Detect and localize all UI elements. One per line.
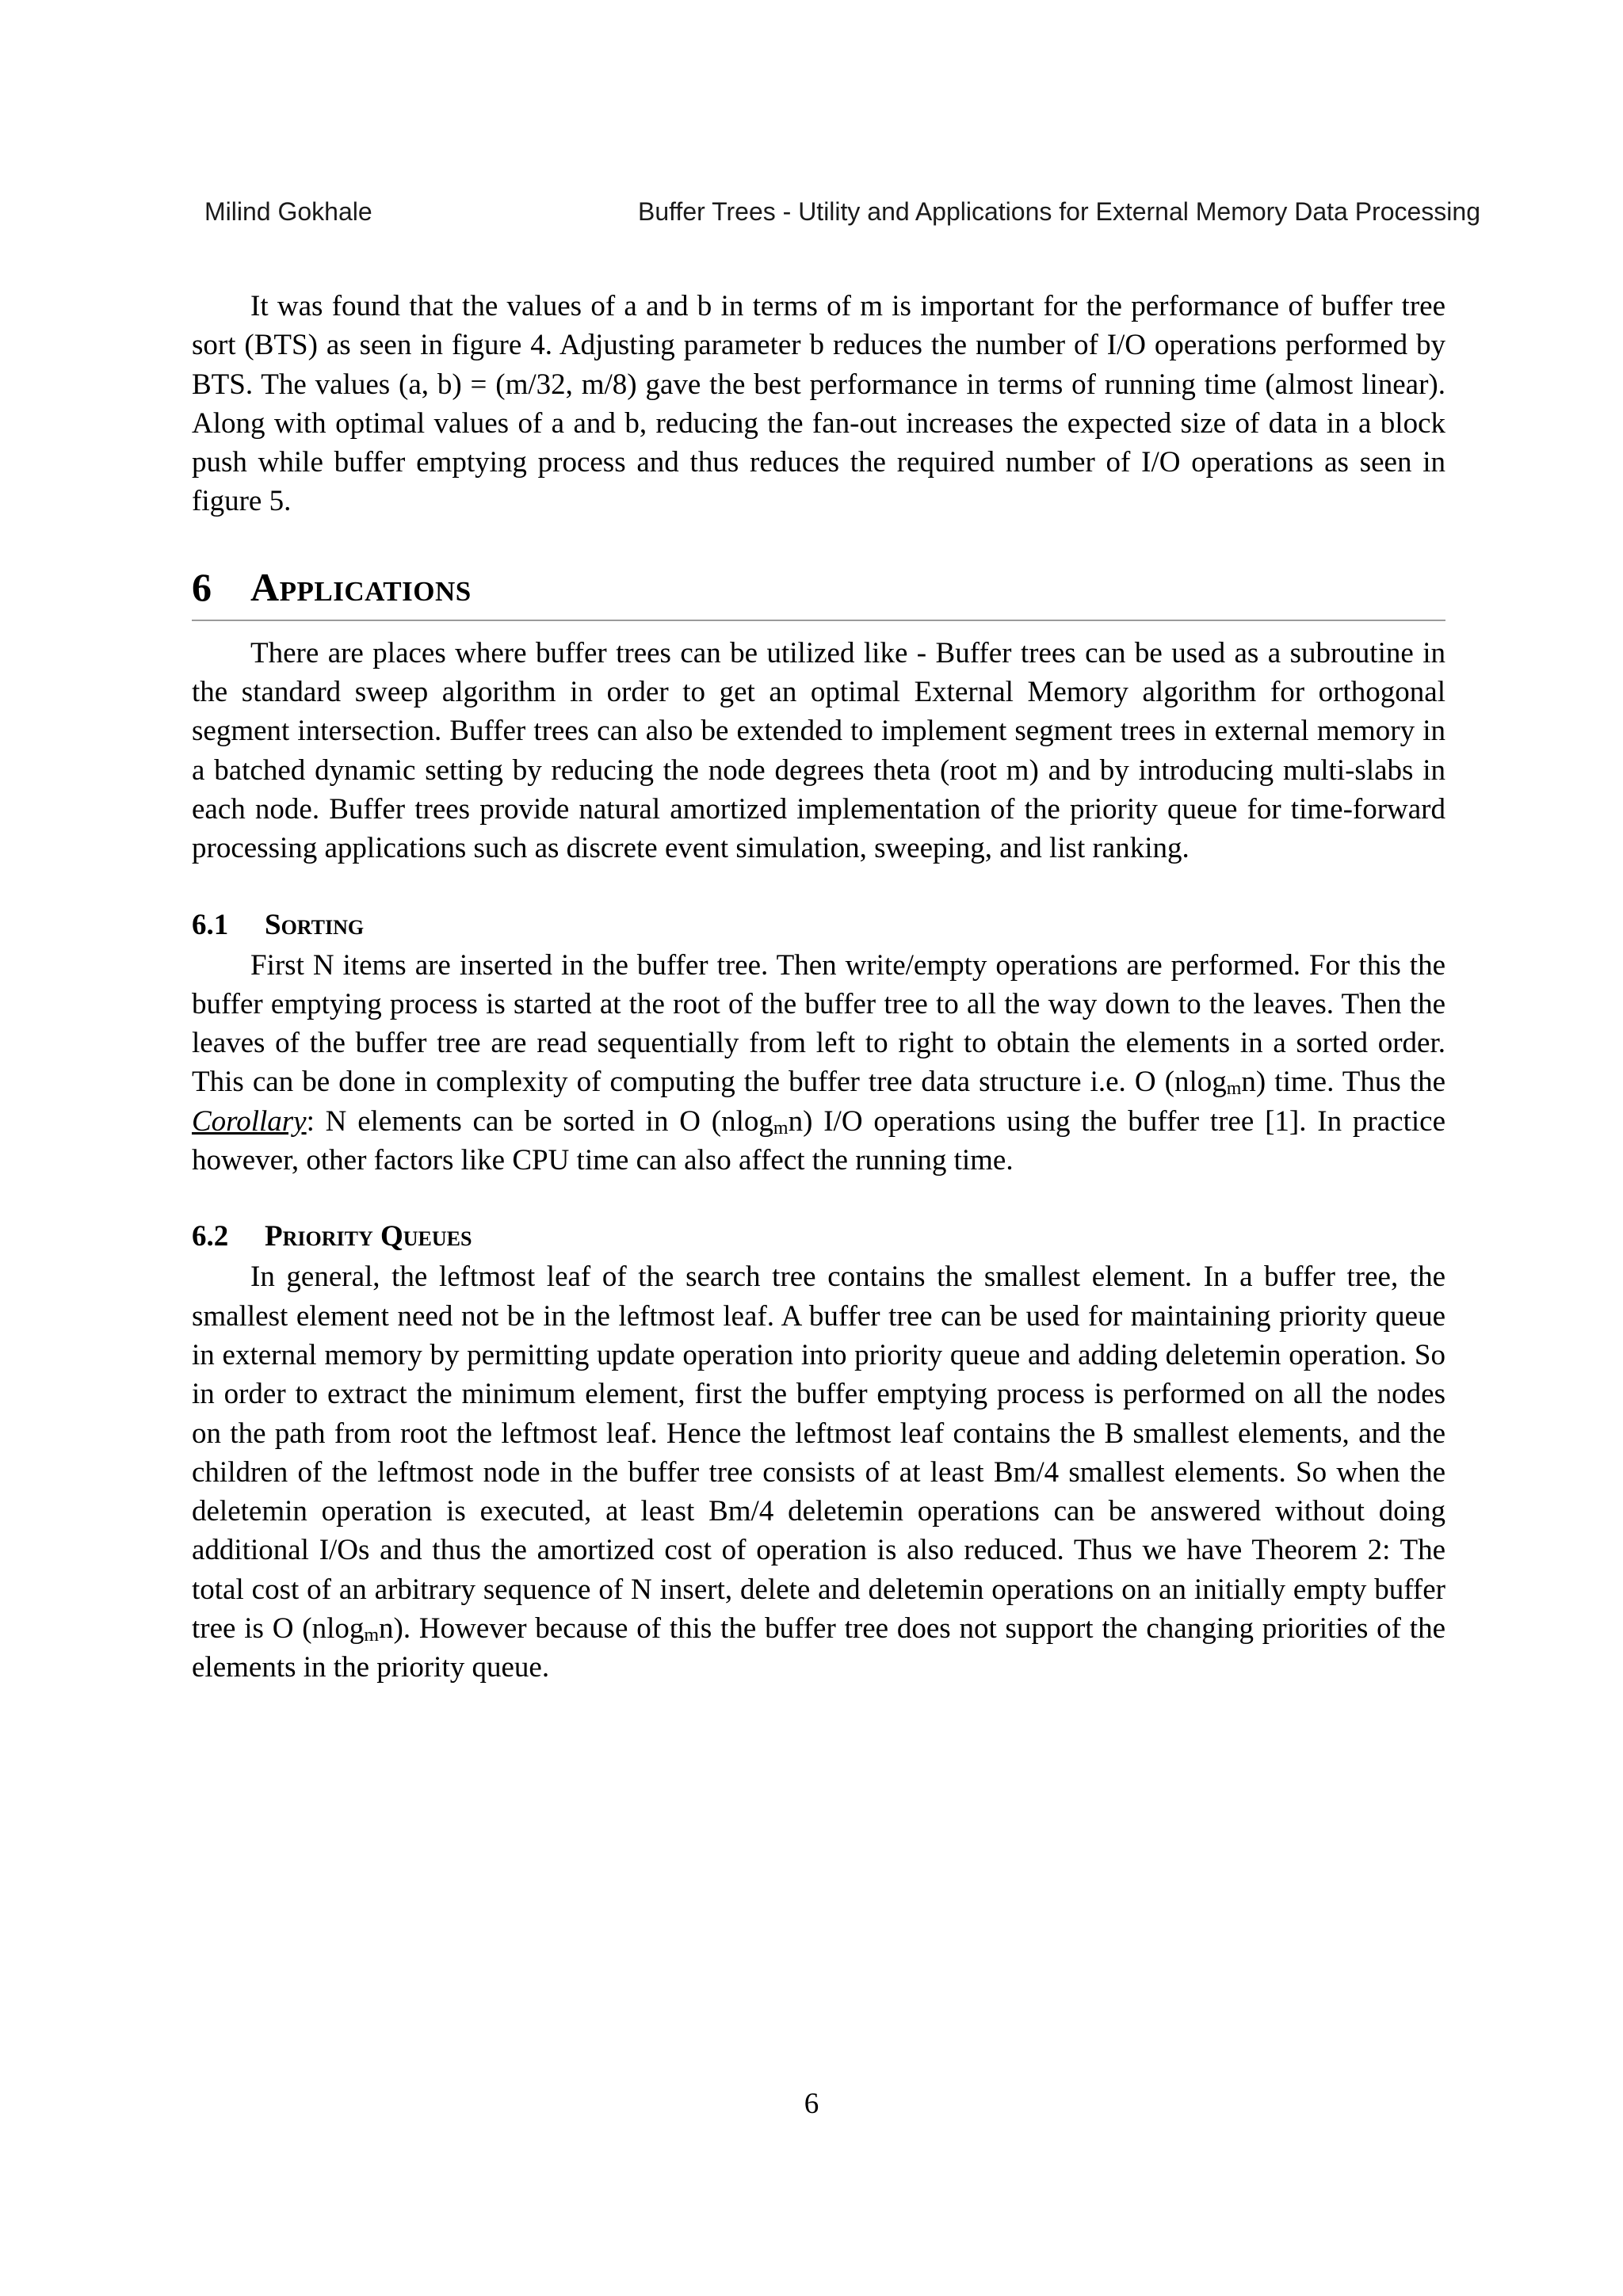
subsection-number: 6.2	[192, 1220, 229, 1253]
page-content	[192, 287, 1445, 1688]
running-header	[204, 193, 1480, 230]
header-document-title: Buffer Trees - Utility and Applications for External Memory Data Processing	[638, 197, 1480, 226]
log-base-subscript: m	[773, 1117, 789, 1138]
intro-paragraph: It was found that the values of a and b in terms of m is important for the performance of buffer tree sort (BTS) as seen in figure 4. Adjusting parameter b reduces the number of I/O operations performed by BTS. The values (a, b) = (m/32, m/8) gave the best performance in terms of running time (almost linear). Along with optimal values of a and b, reducing the fan-out increases the expected size of data in a block push while buffer emptying process and thus reduces the required number of I/O operations as seen in figure 5.	[192, 290, 1445, 518]
priority-text-part-1: In general, the leftmost leaf of the search tree contains the smallest element. In a buffer tree, the smallest element need not be in the leftmost leaf. A buffer tree can be used for maintaining priority queue in external memory by permitting update operation into priority queue and adding deletemin operation. So in order to extract the minimum element, first the buffer emptying process is performed on all the nodes on the path from root the leftmost leaf. Hence the leftmost leaf contains the B smallest elements, and the children of the leftmost node in the buffer tree consists of at least Bm/4 smallest elements. So when the deletemin operation is executed, at least Bm/4 deletemin operations can be answered without doing additional I/Os and thus the amortized cost of operation is also reduced. Thus we have Theorem 2: The total cost of an arbitrary sequence of N insert, delete and deletemin operations on an initially empty buffer tree is O (nlog	[192, 1261, 1445, 1646]
sorting-paragraph	[192, 946, 1445, 1180]
section-title: Applications	[250, 564, 472, 609]
applications-paragraph: There are places where buffer trees can be utilized like - Buffer trees can be used as a subroutine in the standard sweep algorithm in order to get an optimal External Memory algorithm for orthogonal segment intersection. Buffer trees can also be extended to implement segment trees in external memory in a batched dynamic setting by reducing the node degrees theta (root m) and by introducing multi-slabs in each node. Buffer trees provide natural amortized implementation of the priority queue for time-forward processing applications such as discrete event simulation, sweeping, and list ranking.	[192, 636, 1445, 865]
priority-queues-paragraph	[192, 1257, 1445, 1687]
section-number: 6	[192, 564, 212, 609]
sorting-text-part-1: First N items are inserted in the buffer tree. Then write/empty operations are performed. For this the buffer emptying process is started at the root of the buffer tree to all the way down to the leaves. Then the leaves of the buffer tree are read sequentially from left to right to obtain the elements in a sorted order. This can be done in complexity of computing the buffer tree data structure i.e. O (nlog	[192, 948, 1445, 1099]
sorting-text-part-4: n) I/O operations using the buffer tree [1]. In practice however, other factors like CPU time can also affect the running time.	[192, 1104, 1445, 1177]
sorting-text-part-3: : N elements can be sorted in O (nlog	[306, 1104, 773, 1138]
log-base-subscript: m	[364, 1625, 380, 1646]
subsection-number: 6.1	[192, 908, 229, 941]
priority-text-part-2: n). However because of this the buffer tree does not support the changing priorities of the elements in the priority queue.	[192, 1612, 1445, 1684]
subsection-title: Priority Queues	[265, 1220, 472, 1253]
log-base-subscript: m	[1226, 1078, 1242, 1100]
sorting-text-part-2: n) time. Thus the	[1241, 1066, 1445, 1099]
section-heading-applications	[192, 563, 1445, 621]
header-author: Milind Gokhale	[204, 197, 372, 226]
corollary-label: Corollary	[192, 1104, 307, 1138]
subsection-heading-sorting	[192, 905, 1445, 946]
page-number: 6	[804, 2088, 819, 2120]
subsection-heading-priority-queues	[192, 1216, 1445, 1257]
subsection-title: Sorting	[265, 908, 365, 941]
